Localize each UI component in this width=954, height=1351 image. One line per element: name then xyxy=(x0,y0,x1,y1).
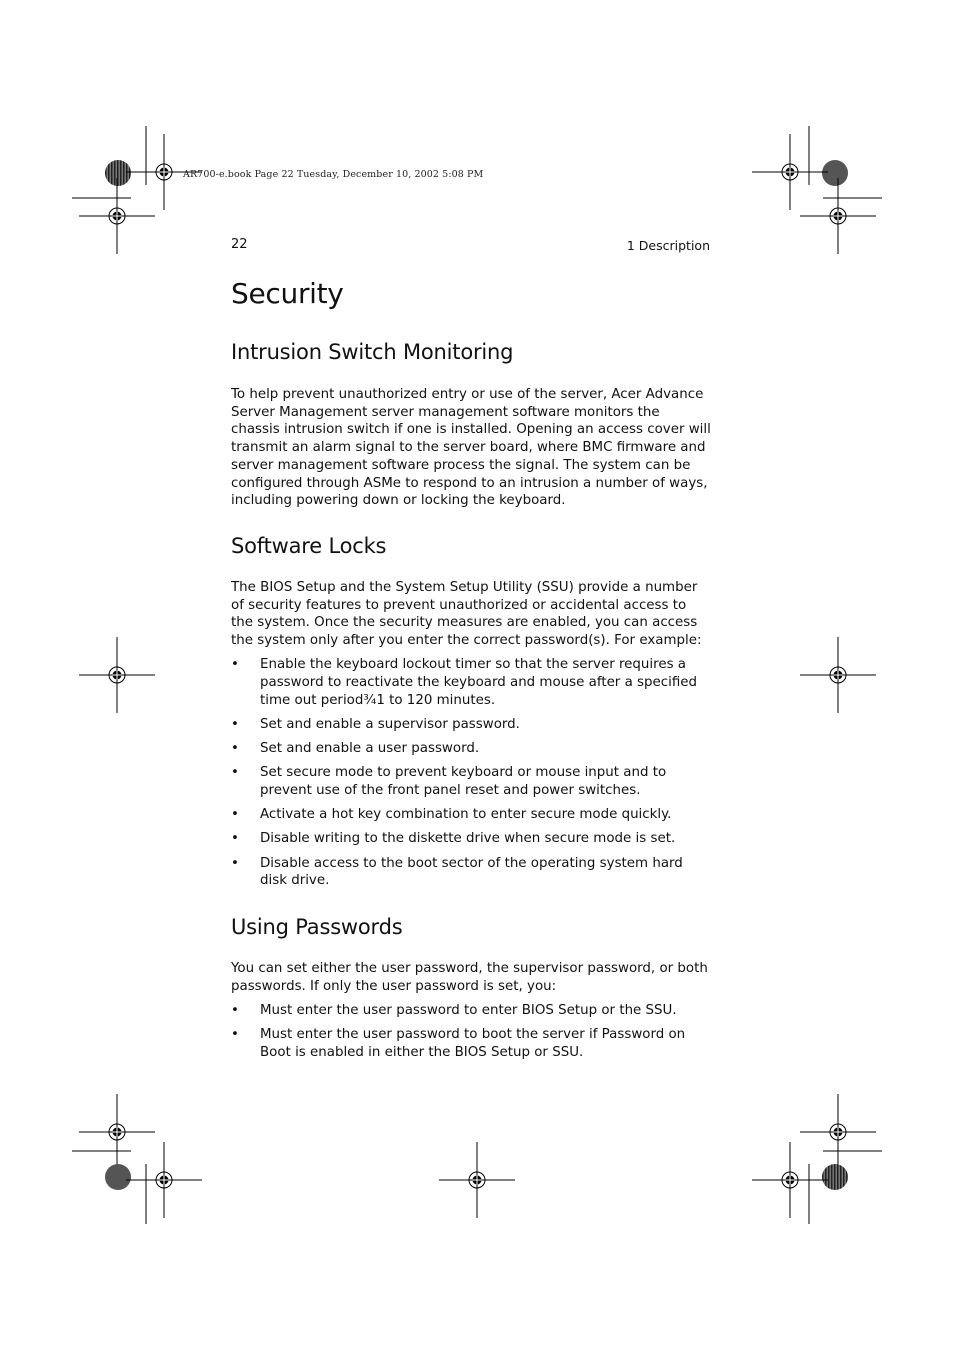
color-bar-circle xyxy=(822,1164,848,1190)
list-item: • Must enter the user password to enter BIOS Setup or the SSU. xyxy=(231,1002,677,1018)
print-info-line: AR700-e.book Page 22 Tuesday, December 10, 2002 5:08 PM xyxy=(183,169,484,180)
list-item: • Set and enable a supervisor password. xyxy=(231,716,520,732)
bullet-icon: • xyxy=(231,657,239,673)
list-item: • Disable writing to the diskette drive when secure mode is set. xyxy=(231,831,676,847)
color-bar-circle xyxy=(105,1164,131,1190)
intrusion-paragraph: To help prevent unauthorized entry or use of the server, Acer Advance Server Management server management software monitors the chassis intrusion switch if one is installed. Opening an access cover will transmit an alarm signal to the server board, where BMC firmware and server management software process the signal. The system can be configured through ASMe to respond to an intrusion a number of ways, including powering down or locking the keyboard. xyxy=(231,387,711,509)
page-title: Security xyxy=(231,277,344,310)
page-number: 22 xyxy=(231,237,248,252)
registration-mark-mid-right xyxy=(800,637,876,713)
registration-mark-bottom-right xyxy=(752,1094,882,1224)
list-item: • Set secure mode to prevent keyboard or mouse input and to prevent use of the front panel reset and power switches. xyxy=(231,765,667,798)
registration-mark-mid-left xyxy=(79,637,155,713)
registration-mark-top-right xyxy=(752,126,882,254)
software-locks-list xyxy=(231,656,711,890)
section-heading-software-locks: Software Locks xyxy=(231,533,387,558)
running-header: 1 Description xyxy=(626,238,710,253)
list-item: • Set and enable a user password. xyxy=(231,741,480,757)
list-item: • Disable access to the boot sector of the operating system hard disk drive. xyxy=(231,855,683,889)
passwords-list xyxy=(231,1002,711,1062)
main-content xyxy=(231,274,711,1061)
color-bar-circle xyxy=(105,160,131,186)
list-item: • Must enter the user password to boot the server if Password on Boot is enabled in either the BIOS Setup or SSU. xyxy=(231,1027,686,1060)
registration-mark-bottom-left xyxy=(72,1094,202,1224)
registration-mark-bottom-center xyxy=(439,1142,515,1218)
software-locks-paragraph: The BIOS Setup and the System Setup Utility (SSU) provide a number of security features to prevent unauthorized or accidental access to the system. Once the security measures are enabled, you can access the system only after you enter the correct password(s). For example: xyxy=(231,579,702,649)
bullet-icon: • xyxy=(231,1027,239,1043)
bullet-icon: • xyxy=(231,716,239,732)
bullet-icon: • xyxy=(231,831,239,847)
section-heading-passwords: Using Passwords xyxy=(231,914,403,939)
bullet-icon: • xyxy=(231,855,239,871)
passwords-paragraph: You can set either the user password, the supervisor password, or both passwords. If only the user password is set, you: xyxy=(231,960,708,994)
section-heading-intrusion: Intrusion Switch Monitoring xyxy=(231,340,514,364)
bullet-icon: • xyxy=(231,807,239,823)
bullet-icon: • xyxy=(231,1002,239,1018)
bullet-icon: • xyxy=(231,741,239,757)
registration-mark-top-left xyxy=(72,126,202,254)
color-bar-circle xyxy=(822,160,848,186)
list-item: • Enable the keyboard lockout timer so that the server requires a password to reactivate the keyboard and mouse after a specified time out period¾1 to 120 minutes. xyxy=(231,657,697,708)
list-item: • Activate a hot key combination to enter secure mode quickly. xyxy=(231,807,672,823)
bullet-icon: • xyxy=(231,765,239,781)
